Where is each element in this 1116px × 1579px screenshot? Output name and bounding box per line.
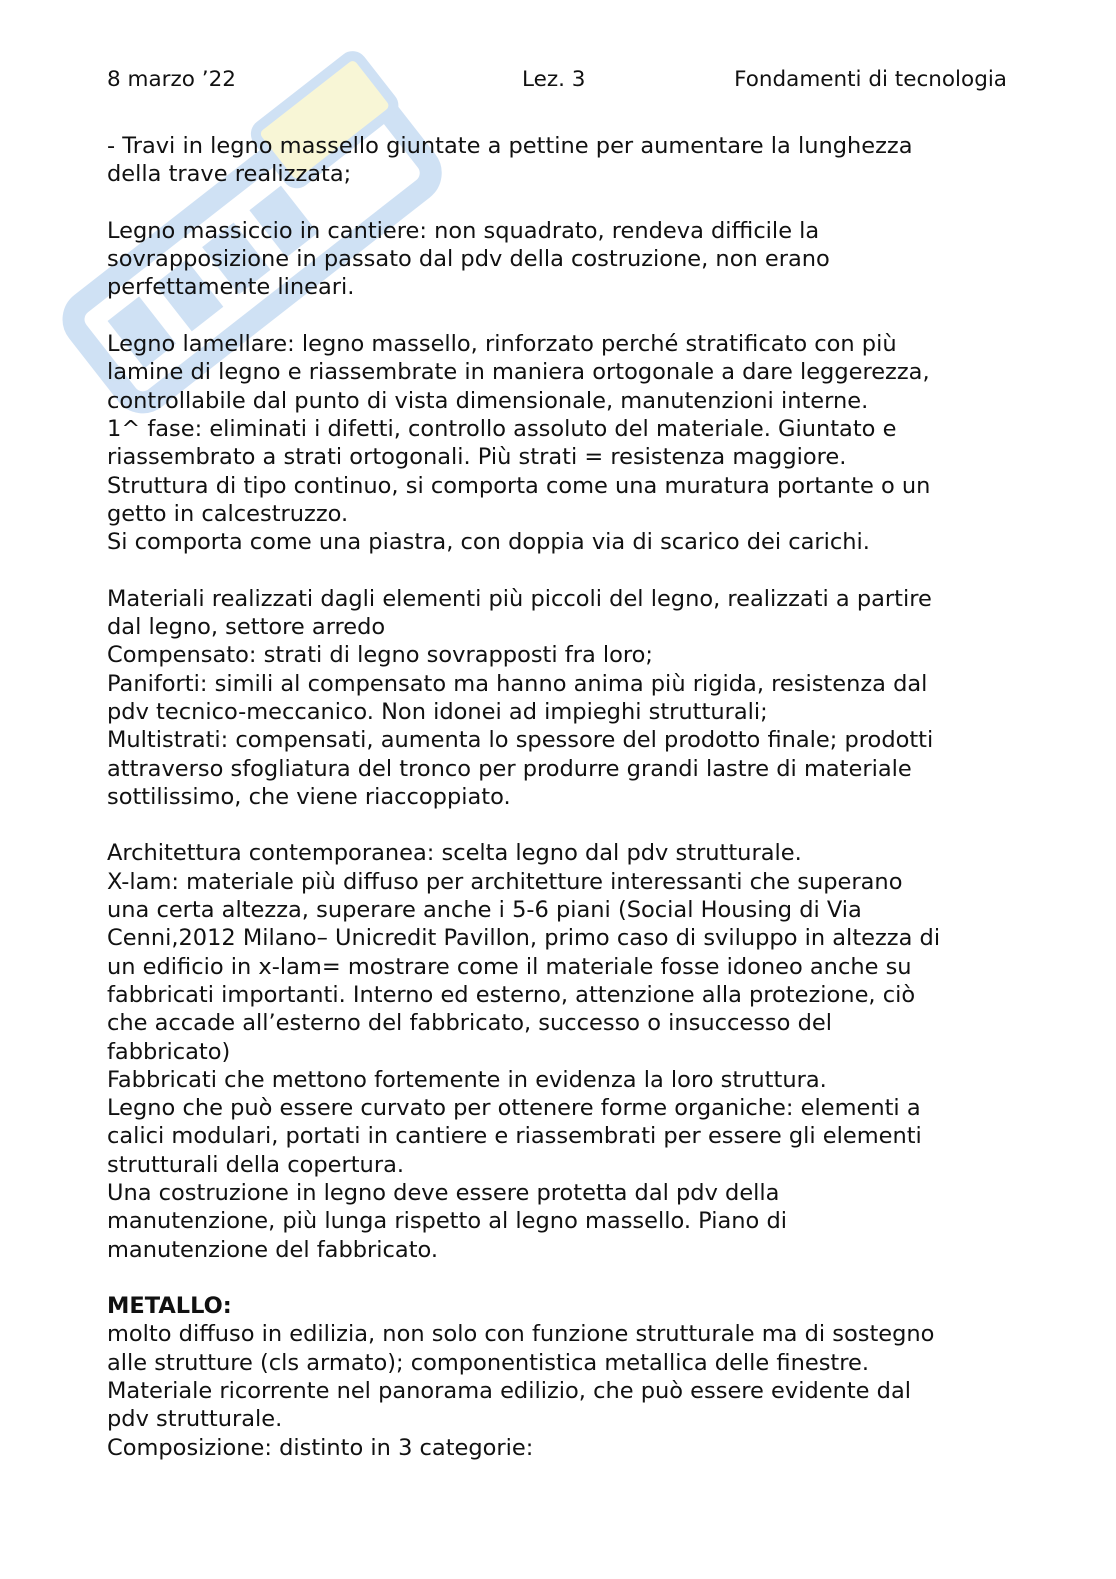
text-line: perfettamente lineari.	[107, 274, 355, 301]
text-line: Paniforti: simili al compensato ma hanno anima più rigida, resistenza dal	[107, 670, 928, 697]
text-line: Struttura di tipo continuo, si comporta come una muratura portante o un	[107, 472, 931, 499]
text-line: Si comporta come una piastra, con doppia via di scarico dei carichi.	[107, 529, 870, 556]
document-body	[107, 132, 1012, 1462]
blank-line	[107, 811, 1012, 839]
header-course: Fondamenti di tecnologia	[734, 67, 1007, 92]
text-line: Materiale ricorrente nel panorama edilizio, che può essere evidente dal	[107, 1378, 911, 1405]
text-line: Legno che può essere curvato per ottenere forme organiche: elementi a	[107, 1095, 921, 1122]
page-header	[107, 64, 1007, 96]
text-line: Fabbricati che mettono fortemente in evidenza la loro struttura.	[107, 1066, 827, 1093]
text-line: Materiali realizzati dagli elementi più piccoli del legno, realizzati a partire	[107, 585, 932, 612]
header-date: 8 marzo ’22	[107, 67, 236, 92]
blank-line	[107, 189, 1012, 217]
text-line: che accade all’esterno del fabbricato, successo o insuccesso del	[107, 1010, 832, 1037]
header-lesson: Lez. 3	[522, 67, 586, 92]
text-line: manutenzione, più lunga rispetto al legno massello. Piano di	[107, 1208, 787, 1235]
blank-line	[107, 556, 1012, 584]
text-line: pdv strutturale.	[107, 1406, 283, 1433]
text-line: Compensato: strati di legno sovrapposti fra loro;	[107, 642, 654, 669]
text-line: Architettura contemporanea: scelta legno dal pdv strutturale.	[107, 840, 802, 867]
text-line: dal legno, settore arredo	[107, 614, 386, 641]
text-line: Cenni,2012 Milano– Unicredit Pavillon, primo caso di sviluppo in altezza di	[107, 925, 941, 952]
text-line: calici modulari, portati in cantiere e riassembrati per essere gli elementi	[107, 1123, 922, 1150]
text-line: della trave realizzata;	[107, 161, 352, 188]
text-line: alle strutture (cls armato); componentistica metallica delle finestre.	[107, 1349, 869, 1376]
text-line: un edificio in x-lam= mostrare come il materiale fosse idoneo anche su	[107, 953, 912, 980]
text-line: X-lam: materiale più diffuso per architetture interessanti che superano	[107, 868, 903, 895]
text-line: Multistrati: compensati, aumenta lo spessore del prodotto finale; prodotti	[107, 727, 934, 754]
text-line: strutturali della copertura.	[107, 1151, 405, 1178]
text-line: Legno lamellare: legno massello, rinforzato perché stratificato con più	[107, 331, 897, 358]
text-line: riassembrato a strati ortogonali. Più strati = resistenza maggiore.	[107, 444, 847, 471]
text-line: fabbricati importanti. Interno ed esterno, attenzione alla protezione, ciò	[107, 981, 916, 1008]
text-line: Legno massiccio in cantiere: non squadrato, rendeva difficile la	[107, 217, 820, 244]
text-line: controllabile dal punto di vista dimensionale, manutenzioni interne.	[107, 387, 869, 414]
text-line: fabbricato)	[107, 1038, 231, 1065]
text-line: molto diffuso in edilizia, non solo con funzione strutturale ma di sostegno	[107, 1321, 935, 1348]
text-line: - Travi in legno massello giuntate a pettine per aumentare la lunghezza	[107, 133, 913, 159]
text-line: una certa altezza, superare anche i 5-6 piani (Social Housing di Via	[107, 897, 862, 924]
section-heading: METALLO:	[107, 1293, 232, 1320]
text-line: 1^ fase: eliminati i difetti, controllo assoluto del materiale. Giuntato e	[107, 415, 897, 442]
text-line: sottilissimo, che viene riaccoppiato.	[107, 783, 511, 810]
text-line: pdv tecnico-meccanico. Non idonei ad impieghi strutturali;	[107, 698, 768, 725]
text-line: getto in calcestruzzo.	[107, 500, 349, 527]
text-line: sovrapposizione in passato dal pdv della costruzione, non erano	[107, 246, 830, 273]
blank-line	[107, 302, 1012, 330]
blank-line	[107, 1264, 1012, 1292]
text-line: Composizione: distinto in 3 categorie:	[107, 1434, 534, 1461]
text-line: lamine di legno e riassembrate in maniera ortogonale a dare leggerezza,	[107, 359, 930, 386]
text-line: attraverso sfogliatura del tronco per produrre grandi lastre di materiale	[107, 755, 912, 782]
text-line: manutenzione del fabbricato.	[107, 1236, 439, 1263]
text-line: Una costruzione in legno deve essere protetta dal pdv della	[107, 1179, 780, 1206]
